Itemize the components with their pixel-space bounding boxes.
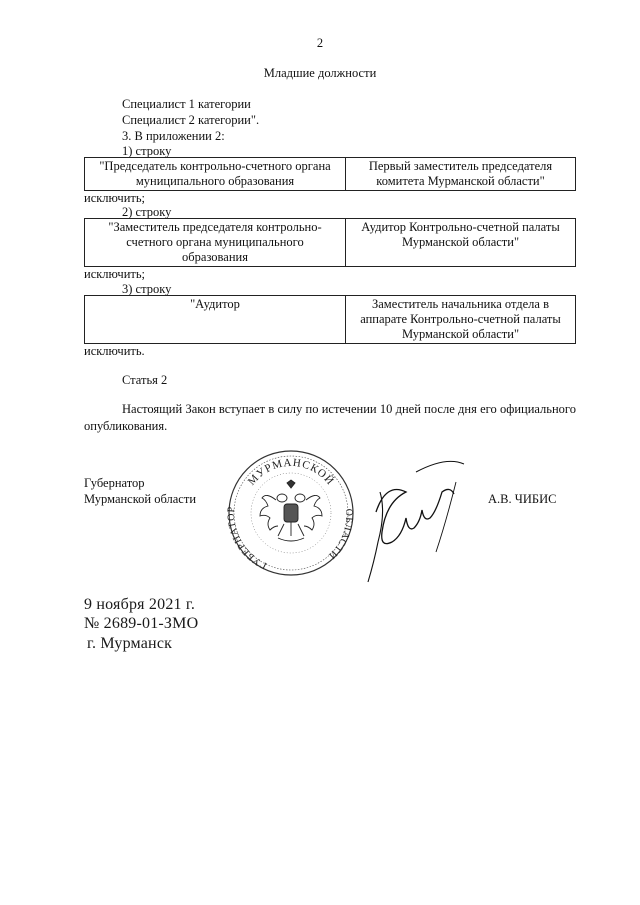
cell-line: муниципального образования — [135, 174, 295, 188]
cell-line: Первый заместитель председателя — [368, 159, 553, 173]
article-text: Настоящий Закон вступает в силу по истечении 10 дней после дня его официального опубликования. — [84, 402, 576, 433]
cell-line: Аудитор Контрольно-счетной палаты — [361, 220, 560, 234]
cell-line: "Председатель контрольно-счетного органа — [99, 159, 331, 173]
amendment-table-2 — [84, 218, 576, 267]
row-label-2: 2) строку — [122, 205, 172, 219]
cell-line: образования — [182, 250, 248, 264]
cell-line: "Заместитель председателя контрольно- — [108, 220, 322, 234]
table-cell-left — [85, 158, 346, 191]
section-heading: Младшие должности — [263, 66, 377, 80]
table-cell-right — [346, 296, 576, 344]
table-cell-left — [85, 219, 346, 267]
cell-line: счетного органа муниципального — [126, 235, 304, 249]
amendment-table-1 — [84, 157, 576, 191]
cell-line: Заместитель начальника отдела в — [371, 297, 549, 311]
signatory-title-line-1: Губернатор — [84, 476, 145, 490]
document-number: № 2689-01-ЗМО — [84, 615, 199, 632]
table-cell-right — [346, 219, 576, 267]
seal-right-text: ОБЛАСТИ — [325, 508, 355, 562]
exclude-line-2: исключить; — [84, 267, 146, 281]
exclude-line-3: исключить. — [84, 344, 145, 358]
row-label-1: 1) строку — [122, 144, 172, 158]
table-row — [85, 296, 576, 344]
cell-line: "Аудитор — [190, 297, 240, 311]
cell-line: комитета Мурманской области" — [376, 174, 545, 188]
document-date: 9 ноября 2021 г. — [84, 596, 196, 613]
document-city: г. Мурманск — [87, 635, 173, 652]
handwritten-signature — [356, 452, 476, 602]
table-cell-right — [346, 158, 576, 191]
seal-left-text: ГУБЕРНАТОР — [226, 505, 269, 571]
seal-top-text: МУРМАНСКОЙ — [245, 456, 337, 488]
cell-line: Мурманской области" — [401, 327, 520, 341]
article-heading: Статья 2 — [122, 373, 168, 387]
position-line-2: Специалист 2 категории". — [122, 113, 260, 127]
table-cell-left — [85, 296, 346, 344]
position-line-1: Специалист 1 категории — [122, 97, 251, 111]
exclude-line-1: исключить; — [84, 191, 146, 205]
signatory-name: А.В. ЧИБИС — [488, 492, 557, 506]
page-number: 2 — [316, 36, 324, 50]
signatory-title-line-2: Мурманской области — [84, 492, 197, 506]
cell-line: аппарате Контрольно-счетной палаты — [360, 312, 561, 326]
table-row — [85, 158, 576, 191]
appendix-instruction: 3. В приложении 2: — [122, 129, 225, 143]
official-seal — [226, 448, 356, 578]
double-headed-eagle-emblem — [260, 480, 322, 541]
cell-line: Мурманской области" — [401, 235, 520, 249]
row-label-3: 3) строку — [122, 282, 172, 296]
table-row — [85, 219, 576, 267]
amendment-table-3 — [84, 295, 576, 344]
